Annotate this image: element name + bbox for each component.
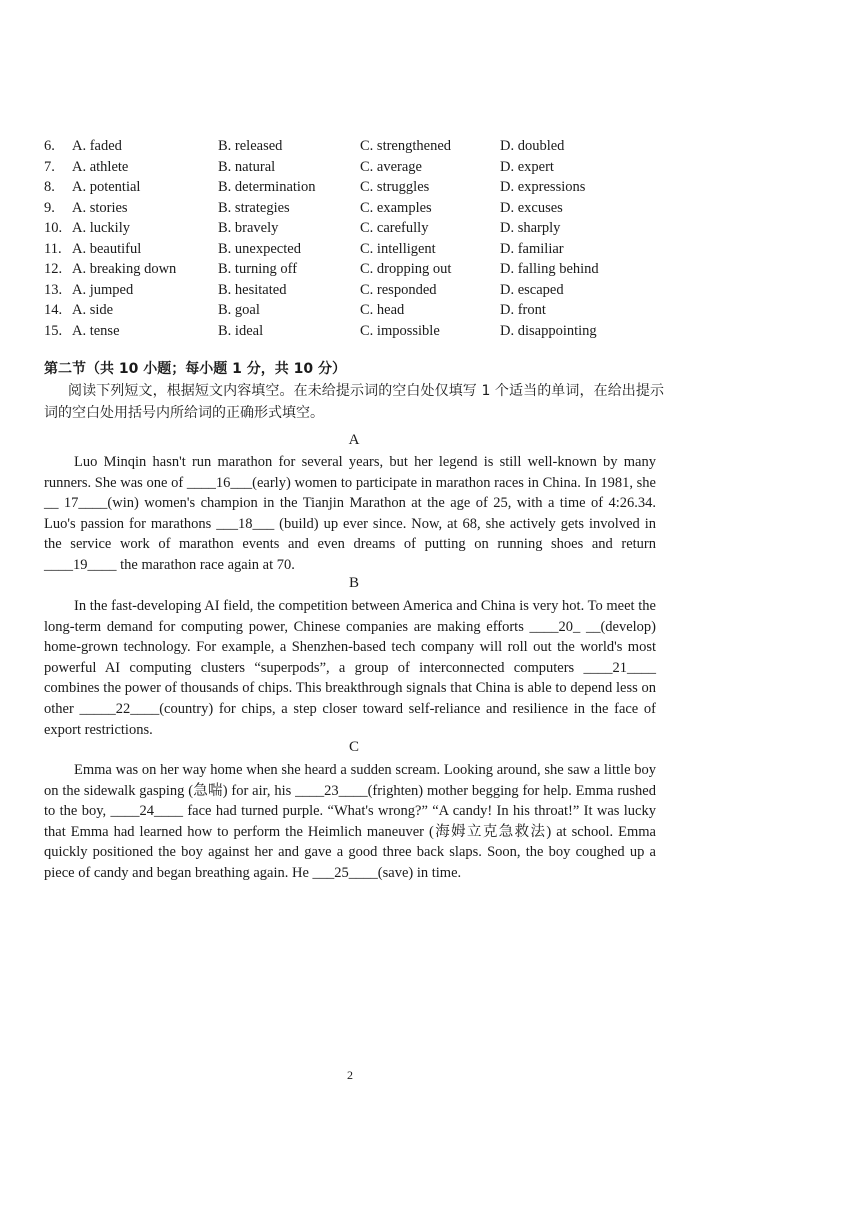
option-a: A. athlete bbox=[72, 158, 129, 175]
option-c: C. carefully bbox=[360, 220, 429, 236]
option-a: A. potential bbox=[72, 179, 141, 195]
option-d: D. excuses bbox=[500, 199, 563, 216]
option-a: A. luckily bbox=[72, 220, 130, 236]
passage-b-letter: B bbox=[348, 575, 359, 591]
passage-a-text: Luo Minqin hasn't run marathon for several years, but her legend is still well-known by many runners. She was one of ____16___(early) women to participate in marathon races in China. In 1981, she __ 17____(win) women's champion in the Tianjin Marathon at the age of 25, with a time of 4:26.34. Luo's passion for marathons ___18___ (build) up ever since. Now, at 68, she actively gets involved in the service work of marathon events and even dreams of putting on running shoes and return ____19____ the marathon race again at 70. bbox=[44, 454, 656, 573]
option-d: D. escaped bbox=[500, 281, 564, 298]
option-c: C. examples bbox=[360, 199, 432, 216]
option-c: C. average bbox=[360, 158, 422, 175]
question-number: 12. bbox=[44, 261, 63, 277]
passage-a-letter: A bbox=[348, 432, 360, 448]
option-row bbox=[44, 259, 664, 280]
question-number: 7. bbox=[44, 158, 55, 175]
page-number: 2 bbox=[347, 1068, 353, 1082]
option-b: B. strategies bbox=[218, 199, 290, 216]
question-number: 13. bbox=[44, 281, 63, 298]
option-c: C. dropping out bbox=[360, 261, 452, 277]
option-row bbox=[44, 321, 664, 342]
passage-c-letter: C bbox=[348, 739, 359, 755]
option-c: C. responded bbox=[360, 281, 437, 298]
option-a: A. jumped bbox=[72, 281, 134, 298]
option-b: B. ideal bbox=[218, 322, 264, 339]
section-heading: 第二节（共 10 小题；每小题 1 分，共 10 分） bbox=[44, 361, 346, 377]
passage-b-text: In the fast-developing AI field, the competition between America and China is very hot. To meet the long-term demand for computing power, Chinese companies are making efforts ____20_ __(develop) home-grown technology. For example, a Shenzhen-based tech company will roll out the world's most powerful AI computing clusters “superpods”, a group of interconnected computers ____21____ combines the power of thousands of chips. This breakthrough signals that China is able to depend less on other _____22____(country) for chips, a step closer toward self-reliance and resilience in the face of export restrictions. bbox=[44, 598, 656, 738]
passage-c-text: Emma was on her way home when she heard a sudden scream. Looking around, she saw a little boy on the sidewalk gasping (急喘) for air, his ____23____(frighten) mother begging for help. Emma rushed to the boy, ____24____ face had turned purple. “What's wrong?” “A candy! In his throat!” It was lucky that Emma had learned how to perform the Heimlich maneuver (海姆立克急救法) at school. Emma quickly positioned the boy against her and gave a good three back slaps. Soon, the boy coughed up a piece of candy and began breathing again. He ___25____(save) in time. bbox=[44, 762, 656, 881]
option-a: A. faded bbox=[72, 138, 122, 154]
question-number: 15. bbox=[44, 322, 63, 339]
option-a: A. beautiful bbox=[72, 240, 142, 257]
option-d: D. sharply bbox=[500, 220, 561, 236]
option-b: B. goal bbox=[218, 302, 260, 318]
option-d: D. doubled bbox=[500, 138, 565, 154]
option-a: A. side bbox=[72, 302, 114, 318]
question-number: 14. bbox=[44, 302, 63, 318]
section-instructions: 阅读下列短文，根据短文内容填空。在未给提示词的空白处仅填写 1 个适当的单词，在给出提示词的空白处用括号内所给词的正确形式填空。 bbox=[44, 383, 664, 421]
option-b: B. unexpected bbox=[218, 240, 301, 257]
option-d: D. familiar bbox=[500, 240, 564, 257]
option-b: B. released bbox=[218, 138, 283, 154]
option-c: C. head bbox=[360, 302, 405, 318]
option-row bbox=[44, 280, 664, 301]
option-c: C. struggles bbox=[360, 179, 430, 195]
question-number: 6. bbox=[44, 138, 55, 154]
option-c: C. impossible bbox=[360, 322, 440, 339]
option-row bbox=[44, 239, 664, 260]
question-number: 10. bbox=[44, 220, 63, 236]
option-d: D. expressions bbox=[500, 179, 586, 195]
option-row bbox=[44, 218, 664, 239]
question-number: 8. bbox=[44, 179, 55, 195]
option-b: B. hesitated bbox=[218, 281, 287, 298]
question-number: 9. bbox=[44, 199, 55, 216]
question-number: 11. bbox=[44, 240, 62, 257]
option-c: C. strengthened bbox=[360, 138, 452, 154]
option-b: B. bravely bbox=[218, 220, 279, 236]
option-b: B. natural bbox=[218, 158, 276, 175]
options-table bbox=[44, 136, 664, 341]
option-row bbox=[44, 157, 664, 178]
option-row bbox=[44, 198, 664, 219]
option-d: D. falling behind bbox=[500, 261, 599, 277]
option-d: D. front bbox=[500, 302, 546, 318]
option-row bbox=[44, 300, 664, 321]
option-row bbox=[44, 136, 664, 157]
option-a: A. tense bbox=[72, 322, 120, 339]
option-row bbox=[44, 177, 664, 198]
option-b: B. turning off bbox=[218, 261, 298, 277]
option-a: A. stories bbox=[72, 199, 128, 216]
option-b: B. determination bbox=[218, 179, 316, 195]
option-c: C. intelligent bbox=[360, 240, 436, 257]
option-a: A. breaking down bbox=[72, 261, 177, 277]
option-d: D. expert bbox=[500, 158, 554, 175]
option-d: D. disappointing bbox=[500, 322, 597, 339]
